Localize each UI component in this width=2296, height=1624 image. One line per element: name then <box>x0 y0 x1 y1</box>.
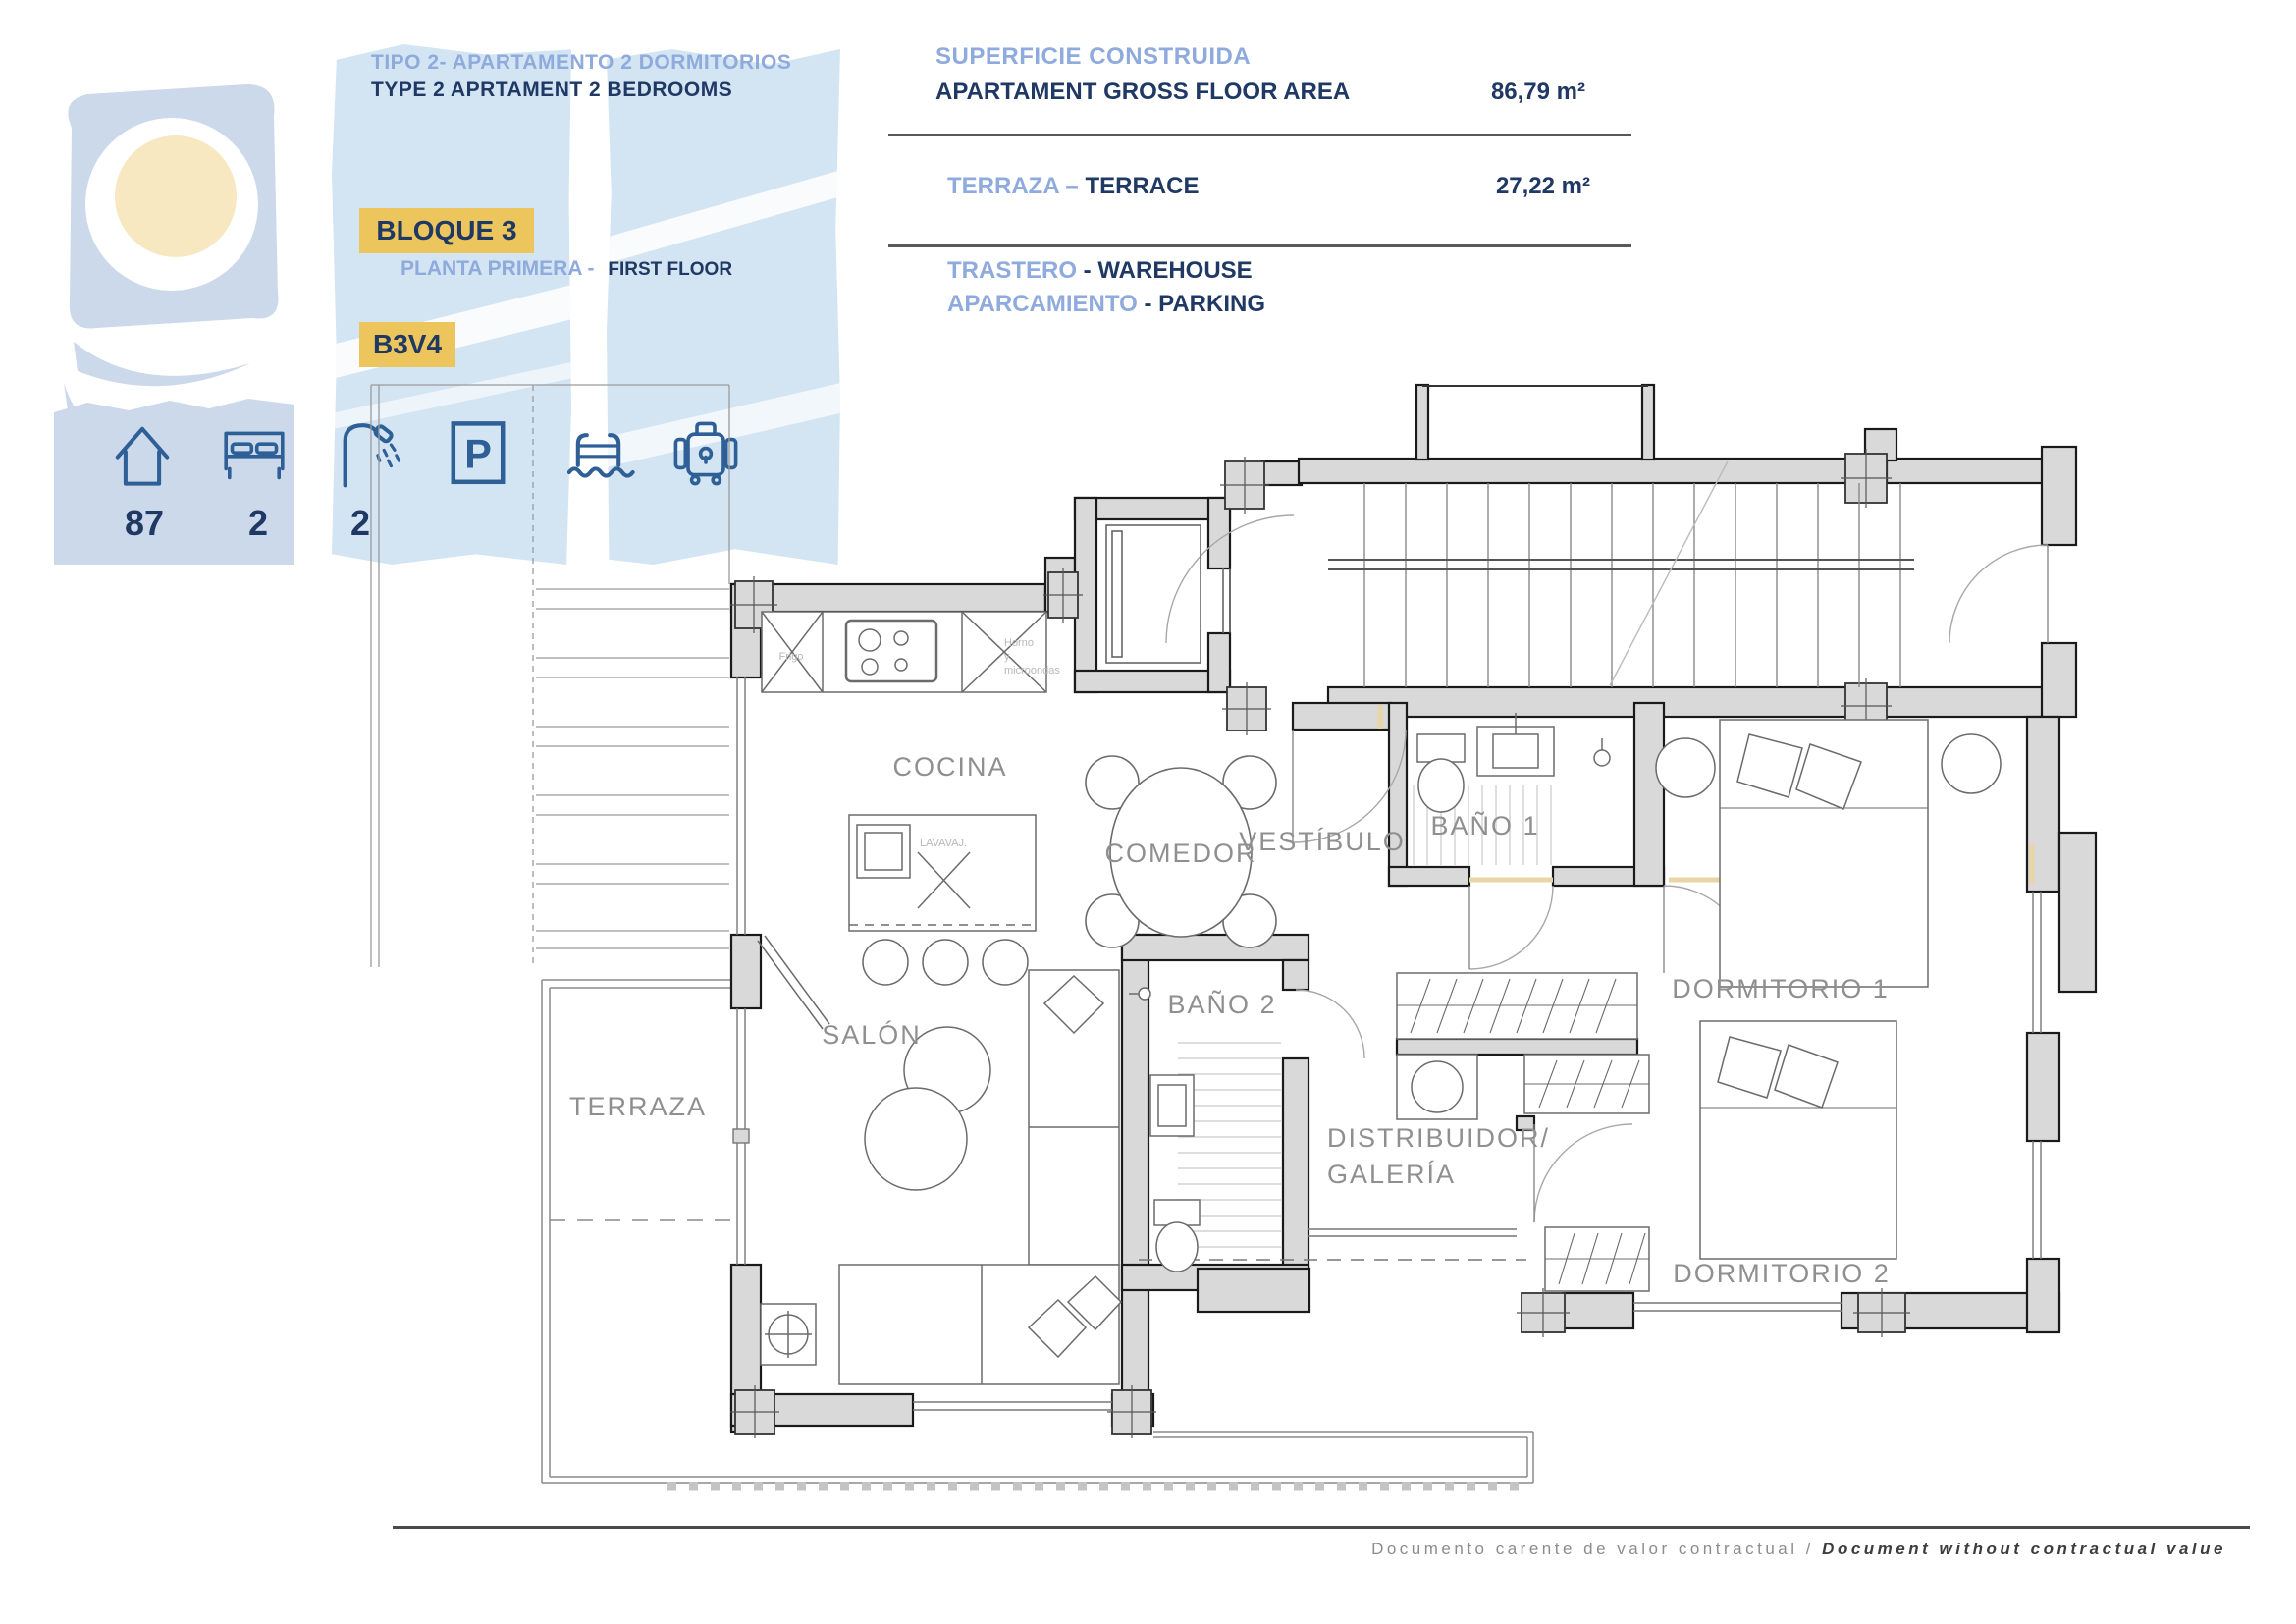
parking-letter: P <box>464 431 492 477</box>
footer-disclaimer-es: Documento carente de valor contractual / <box>1371 1540 1814 1558</box>
room-label-distribuidor-2: GALERÍA <box>1327 1160 1457 1189</box>
terrace-value: 27,22 m² <box>1495 173 1590 199</box>
room-label-vestibulo: VESTÍBULO <box>1239 827 1406 856</box>
bedroom1-furniture <box>1656 720 2001 987</box>
bathroom2-fixtures <box>1129 988 1281 1272</box>
built-area-label-en: APARTAMENT GROSS FLOOR AREA <box>935 79 1351 105</box>
bedroom2-furniture <box>1700 1021 1896 1259</box>
floor-label-es: PLANTA PRIMERA - <box>400 257 595 280</box>
room-label-comedor: COMEDOR <box>1104 839 1257 868</box>
footer-disclaimer-en: Document without contractual value <box>1813 1540 2226 1558</box>
bathrooms-count: 2 <box>349 503 371 543</box>
room-label-cocina: COCINA <box>892 752 1008 782</box>
room-label-terraza: TERRAZA <box>568 1092 708 1121</box>
neighbor-area <box>371 385 729 967</box>
block-badge: BLOQUE 3 <box>359 208 534 253</box>
annotation-horno-2: y <box>1004 651 1010 663</box>
parking-label-es: APARCAMIENTO <box>947 291 1138 317</box>
room-label-bano1: BAÑO 1 <box>1430 811 1540 840</box>
room-label-bano2: BAÑO 2 <box>1167 990 1277 1019</box>
annotation-horno-3: microondas <box>1004 665 1060 677</box>
unit-badge: B3V4 <box>359 322 455 367</box>
annotation-frigo: Frigo <box>778 651 804 663</box>
footer-disclaimer <box>1371 1540 2226 1559</box>
bedrooms-count: 2 <box>247 503 269 543</box>
built-area-label-es: SUPERFICIE CONSTRUIDA <box>935 43 1252 70</box>
room-label-dormitorio2: DORMITORIO 2 <box>1673 1259 1891 1288</box>
dwellings-count: 87 <box>124 503 165 543</box>
footer-rule <box>393 1526 2250 1529</box>
floor-label-en: FIRST FLOOR <box>608 259 733 280</box>
annotation-lavavajillas: LAVAVAJ. <box>919 838 968 849</box>
bathroom1-fixtures <box>1414 713 1610 865</box>
title-es: TIPO 2- APARTAMENTO 2 DORMITORIOS <box>371 51 792 74</box>
living-room-furniture <box>758 936 1121 1384</box>
annotation-horno-1: Horno <box>1004 637 1034 649</box>
room-label-distribuidor-1: DISTRIBUIDOR/ <box>1327 1123 1551 1153</box>
room-label-salon: SALÓN <box>822 1020 922 1050</box>
title-en: TYPE 2 APRTAMENT 2 BEDROOMS <box>371 79 733 101</box>
terrace-label-en: TERRACE <box>1085 173 1200 199</box>
storage-label-es: TRASTERO <box>947 257 1077 284</box>
built-area-value: 86,79 m² <box>1490 79 1585 105</box>
room-label-dormitorio1: DORMITORIO 1 <box>1672 974 1890 1003</box>
parking-label-en: - PARKING <box>1144 291 1266 317</box>
terrace-label-es: TERRAZA – <box>947 173 1079 199</box>
storage-label-en: - WAREHOUSE <box>1083 257 1253 284</box>
